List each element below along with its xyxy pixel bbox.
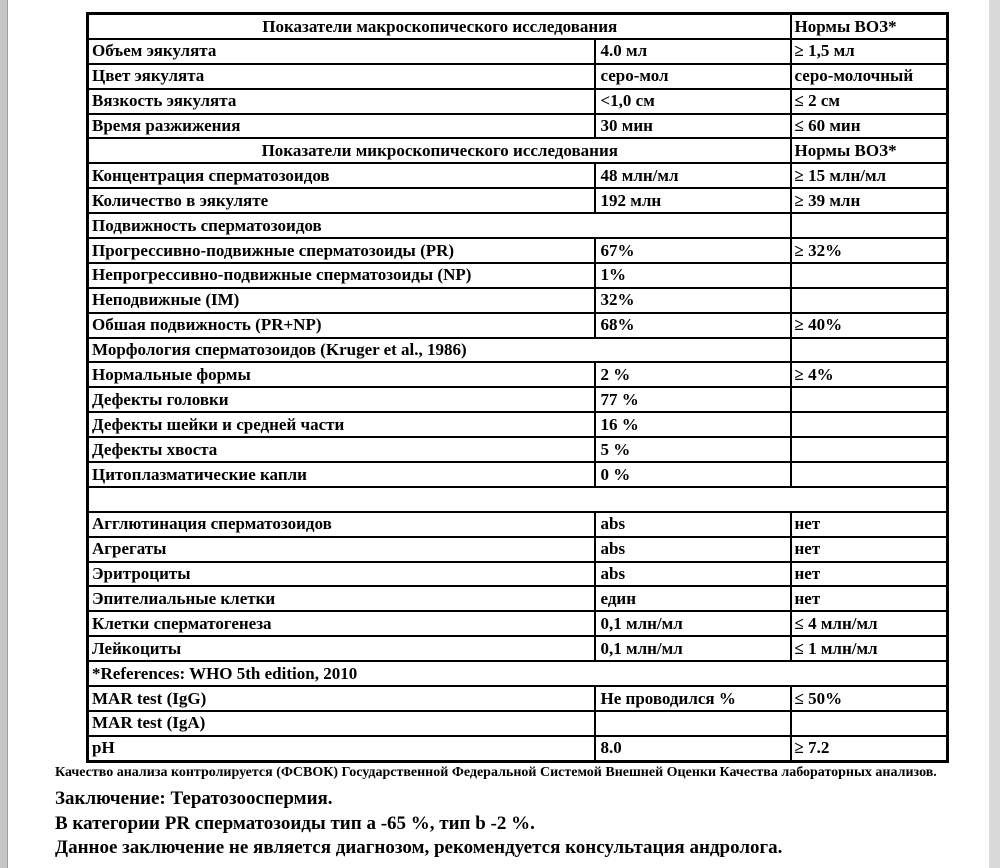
value-cell: 16 % — [595, 412, 791, 437]
table-row — [88, 661, 948, 686]
page-edge-shadow-left — [0, 0, 8, 868]
results-table-body — [88, 14, 948, 762]
table-row — [88, 462, 948, 487]
value-cell: abs — [595, 512, 791, 537]
value-cell: abs — [595, 562, 791, 587]
value-cell: 68% — [595, 313, 791, 338]
param-cell: MAR test (IgA) — [88, 711, 595, 736]
norm-cell: ≥ 32% — [791, 238, 948, 263]
param-cell: Эпителиальные клетки — [88, 586, 595, 611]
table-row — [88, 487, 948, 512]
norm-cell: ≥ 1,5 мл — [791, 39, 948, 64]
table-row — [88, 736, 948, 761]
norm-header-cell: Нормы ВОЗ* — [791, 138, 948, 163]
param-cell: Обшая подвижность (PR+NP) — [88, 313, 595, 338]
table-row — [88, 313, 948, 338]
norm-cell — [791, 462, 948, 487]
group-label-cell: Морфология сперматозоидов (Kruger et al., 1986) — [88, 338, 791, 363]
table-row — [88, 64, 948, 89]
value-cell: 48 млн/мл — [595, 163, 791, 188]
value-cell: 5 % — [595, 437, 791, 462]
norm-cell — [791, 387, 948, 412]
table-row — [88, 39, 948, 64]
table-row — [88, 387, 948, 412]
norm-header-cell: Нормы ВОЗ* — [791, 14, 948, 39]
table-row — [88, 114, 948, 139]
norm-cell: нет — [791, 537, 948, 562]
param-cell: Объем эякулята — [88, 39, 595, 64]
param-cell: Цитоплазматические капли — [88, 462, 595, 487]
value-cell: Не проводился % — [595, 686, 791, 711]
norm-cell: ≤ 50% — [791, 686, 948, 711]
table-row — [88, 537, 948, 562]
param-cell: Прогрессивно-подвижные сперматозоиды (PR) — [88, 238, 595, 263]
table-row — [88, 437, 948, 462]
table-row — [88, 14, 948, 39]
conclusion-line: Заключение: Тератозооспермия. — [55, 788, 333, 809]
norm-cell — [791, 338, 948, 363]
param-cell: pH — [88, 736, 595, 761]
table-row — [88, 338, 948, 363]
pr-categories-line: В категории PR сперматозоиды тип a -65 %, тип b -2 %. — [55, 812, 535, 834]
value-cell: 67% — [595, 238, 791, 263]
table-row — [88, 238, 948, 263]
param-cell: Нормальные формы — [88, 362, 595, 387]
page-edge-shadow-right — [989, 0, 1000, 868]
norm-cell: ≤ 4 млн/мл — [791, 611, 948, 636]
norm-cell — [791, 263, 948, 288]
quality-control-note: Качество анализа контролируется (ФСВОК) Государственной Федеральной Системой Внешней Оценки Качества лабораторных анализов. — [55, 765, 937, 780]
value-cell: 77 % — [595, 387, 791, 412]
table-row — [88, 711, 948, 736]
semen-analysis-report — [86, 12, 949, 763]
value-cell: 192 млн — [595, 188, 791, 213]
param-cell: Дефекты хвоста — [88, 437, 595, 462]
group-label-cell: Подвижность сперматозоидов — [88, 213, 791, 238]
norm-cell: ≥ 15 млн/мл — [791, 163, 948, 188]
norm-cell: нет — [791, 562, 948, 587]
table-row — [88, 412, 948, 437]
table-row — [88, 586, 948, 611]
value-cell: 0 % — [595, 462, 791, 487]
param-cell: Концентрация сперматозоидов — [88, 163, 595, 188]
param-cell: Неподвижные (IM) — [88, 288, 595, 313]
param-cell: Эритроциты — [88, 562, 595, 587]
report-footer — [55, 762, 953, 861]
norm-cell — [791, 711, 948, 736]
value-cell: 1% — [595, 263, 791, 288]
norm-cell: нет — [791, 512, 948, 537]
table-row — [88, 362, 948, 387]
param-cell: Дефекты шейки и средней части — [88, 412, 595, 437]
value-cell: 30 мин — [595, 114, 791, 139]
blank-cell — [88, 487, 948, 512]
norm-cell: ≥ 7.2 — [791, 736, 948, 761]
norm-cell: ≤ 2 см — [791, 89, 948, 114]
norm-cell: серо-молочный — [791, 64, 948, 89]
value-cell: <1,0 см — [595, 89, 791, 114]
value-cell: 32% — [595, 288, 791, 313]
value-cell: 0,1 млн/мл — [595, 611, 791, 636]
param-cell: Непрогрессивно-подвижные сперматозоиды (NP) — [88, 263, 595, 288]
param-cell: Вязкость эякулята — [88, 89, 595, 114]
table-row — [88, 89, 948, 114]
param-cell: Агглютинация сперматозоидов — [88, 512, 595, 537]
table-row — [88, 213, 948, 238]
table-row — [88, 138, 948, 163]
table-row — [88, 188, 948, 213]
value-cell: 2 % — [595, 362, 791, 387]
value-cell — [595, 711, 791, 736]
value-cell: серо-мол — [595, 64, 791, 89]
table-row — [88, 163, 948, 188]
table-row — [88, 263, 948, 288]
norm-cell: ≤ 1 млн/мл — [791, 636, 948, 661]
param-cell: Клетки сперматогенеза — [88, 611, 595, 636]
norm-cell: ≥ 4% — [791, 362, 948, 387]
section-header-cell: Показатели микроскопического исследования — [88, 138, 791, 163]
param-cell: Лейкоциты — [88, 636, 595, 661]
table-row — [88, 512, 948, 537]
table-row — [88, 611, 948, 636]
norm-cell: ≥ 39 млн — [791, 188, 948, 213]
norm-cell: ≤ 60 мин — [791, 114, 948, 139]
value-cell: 4.0 мл — [595, 39, 791, 64]
norm-cell — [791, 288, 948, 313]
norm-cell: нет — [791, 586, 948, 611]
param-cell: MAR test (IgG) — [88, 686, 595, 711]
param-cell: Дефекты головки — [88, 387, 595, 412]
table-row — [88, 288, 948, 313]
norm-cell — [791, 412, 948, 437]
references-cell: *References: WHO 5th edition, 2010 — [88, 661, 948, 686]
norm-cell: ≥ 40% — [791, 313, 948, 338]
value-cell: един — [595, 586, 791, 611]
table-row — [88, 686, 948, 711]
table-row — [88, 636, 948, 661]
value-cell: 0,1 млн/мл — [595, 636, 791, 661]
norm-cell — [791, 213, 948, 238]
value-cell: abs — [595, 537, 791, 562]
param-cell: Время разжижения — [88, 114, 595, 139]
disclaimer-line: Данное заключение не является диагнозом, рекомендуется консультация андролога. — [55, 837, 783, 858]
table-row — [88, 562, 948, 587]
value-cell: 8.0 — [595, 736, 791, 761]
param-cell: Цвет эякулята — [88, 64, 595, 89]
param-cell: Количество в эякуляте — [88, 188, 595, 213]
section-header-cell: Показатели макроскопического исследования — [88, 14, 791, 39]
param-cell: Агрегаты — [88, 537, 595, 562]
norm-cell — [791, 437, 948, 462]
semen-analysis-table — [86, 12, 949, 763]
